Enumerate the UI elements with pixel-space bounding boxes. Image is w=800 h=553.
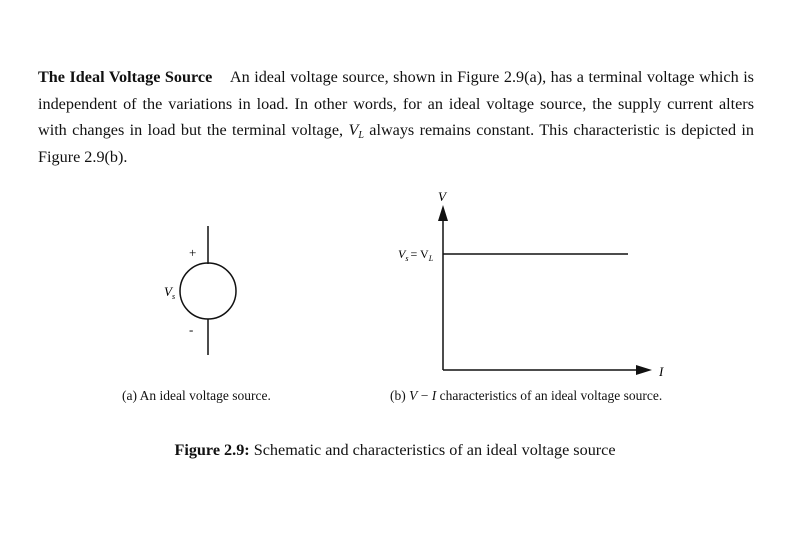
voltage-source-schematic	[164, 226, 236, 355]
paragraph-text-b: always remains constant. This characteristic is depicted in Figure 2.9(b).	[38, 121, 755, 166]
caption-a: (a) An ideal voltage source.	[122, 388, 271, 403]
figure-caption-text: Schematic and characteristics of an ideal voltage source	[253, 441, 616, 459]
section-heading: The Ideal Voltage Source	[38, 68, 213, 86]
caption-b: (b) V − I characteristics of an ideal voltage source.	[390, 388, 663, 403]
minus-sign: -	[189, 322, 194, 337]
vi-characteristic-plot	[398, 189, 664, 379]
level-label: $V_s = V_L$	[398, 247, 434, 263]
figure-caption	[0, 441, 790, 460]
figure-number: Figure 2.9:	[174, 441, 250, 459]
x-axis-label: I	[659, 364, 664, 379]
plus-sign: +	[189, 245, 197, 260]
source-circle	[180, 263, 236, 319]
y-axis-arrow-icon	[438, 205, 448, 221]
terminal-voltage-symbol: $V_L$	[348, 121, 364, 141]
y-axis-label: V	[438, 189, 446, 204]
source-label: $V_s$	[164, 284, 176, 301]
x-axis-arrow-icon	[636, 365, 652, 375]
paragraph-text-a: An ideal voltage source, shown in Figure 2.9(a), has a terminal voltage which is independent of the variations in load. In other words, for an ideal voltage source, the supply current alters with changes in load but the terminal voltage,	[38, 68, 754, 139]
